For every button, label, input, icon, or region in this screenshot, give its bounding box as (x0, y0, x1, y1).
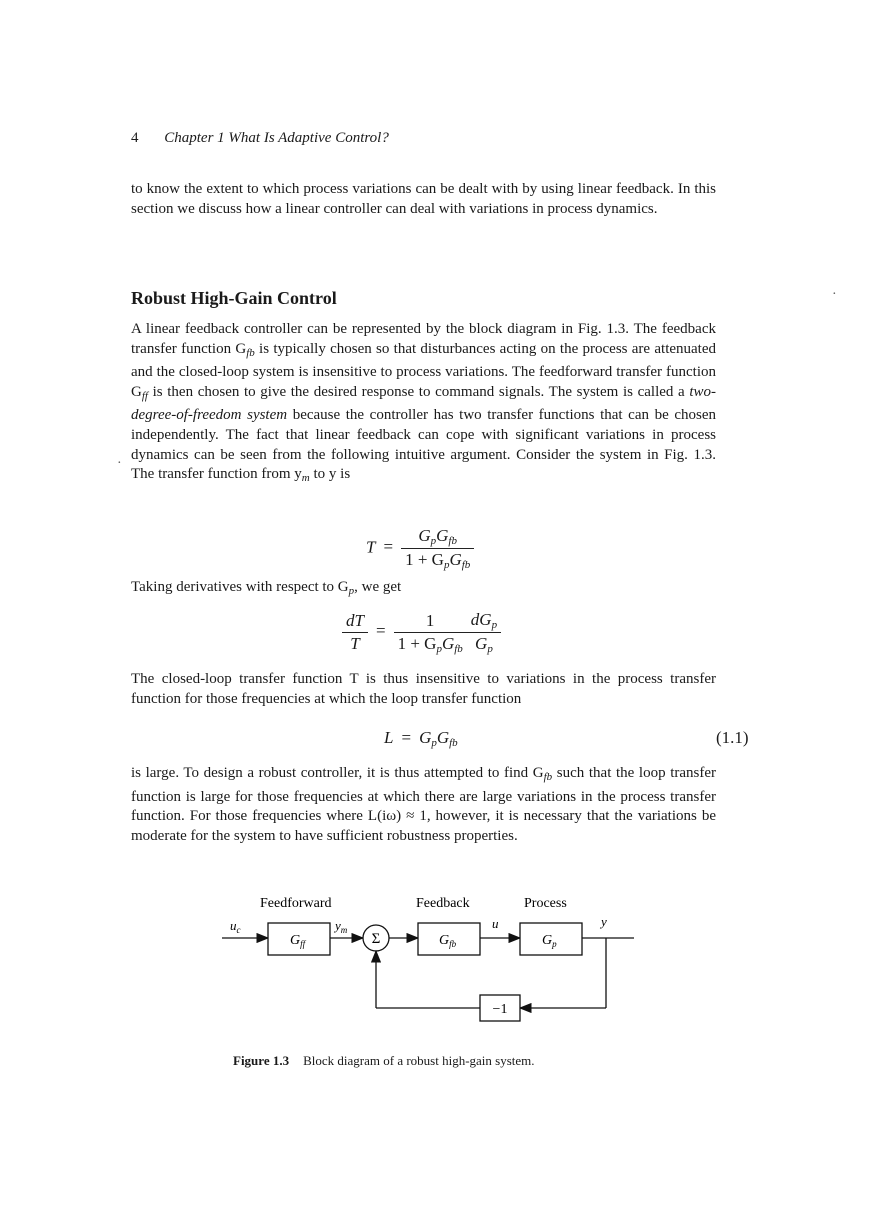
paragraph-2: Taking derivatives with respect to $G_p$, we get (131, 579, 402, 597)
intro-paragraph: to know the extent to which process variations can be dealt with by using linear feedback. In this section we discuss how a linear controller can deal with variations in process dynamics. (131, 181, 716, 217)
signal-uc: u (230, 918, 237, 933)
signal-ym: y (335, 918, 341, 933)
paragraph-4: is large. To design a robust controller, it is thus attempted to find $G_{fb}$ such that the loop transfer function is large for those frequencies at which there are large variations in the process transfer function. For those frequencies where L(iω) ≈ 1, however, it is necessary that the variations be moderate for the system to have sufficient robustness properties. (131, 765, 717, 844)
label-feedforward: Feedforward (260, 896, 332, 911)
block-diagram (220, 888, 640, 1028)
svg-text:ym: $y_m$ (335, 918, 348, 935)
label-feedback: Feedback (416, 896, 470, 911)
svg-text:Σ: Σ (371, 931, 381, 947)
equation-sensitivity: $\frac{dT}{T}$ = $\frac{1}{1 + G_pG_{fb}}$ $\frac{dG_p}{G_p}$ (342, 610, 501, 655)
svg-text:Gff: $G_{ff}$ (290, 933, 306, 949)
running-title: Chapter 1 What Is Adaptive Control? (164, 130, 389, 146)
emphasis-text: two-degree-of-freedom system (131, 383, 716, 424)
section-heading: Robust High-Gain Control (131, 288, 337, 308)
label-process: Process (524, 896, 567, 911)
svg-text:−1: −1 (492, 1002, 508, 1017)
figure-caption (233, 1053, 535, 1069)
signal-u: u (492, 916, 499, 931)
scan-mark: · (832, 287, 837, 302)
signal-y: y (601, 914, 607, 929)
equation-t: T = $\frac{G_pG_{fb}}{1 + G_pG_{fb}}$ (366, 526, 474, 571)
caption-text: Block diagram of a robust high-gain system. (303, 1053, 535, 1068)
svg-text:uc: $u_c$ (230, 918, 241, 935)
equation-number: (1.1) (716, 728, 749, 747)
paragraph-3: The closed-loop transfer function T is thus insensitive to variations in the process transfer function for those frequencies at which the loop transfer function (131, 671, 716, 707)
running-header (131, 130, 389, 147)
page-number: 4 (131, 130, 139, 146)
caption-label: Figure 1.3 (233, 1053, 290, 1068)
svg-text:Gfb: $G_{fb}$ (439, 933, 457, 949)
svg-text:Gp: $G_p$ (542, 933, 557, 949)
paragraph-1: A linear feedback controller can be represented by the block diagram in Fig. 1.3. The feedback transfer function $G_{fb}$ is typically chosen so that disturbances acting on the process are attenuated and the closed-loop system is insensitive to process variations. The feedforward transfer function $G_{ff}$ is then chosen to give the desired response to command signals. The system is called a two-degree-of-freedom system because the controller has two transfer functions that can be chosen independently. The fact that linear feedback can cope with significant variations in process dynamics can be seen from the following intuitive argument. Consider the system in Fig. 1.3. The transfer function from $y_m$ to y is (131, 321, 716, 485)
scan-mark: · (117, 456, 122, 471)
